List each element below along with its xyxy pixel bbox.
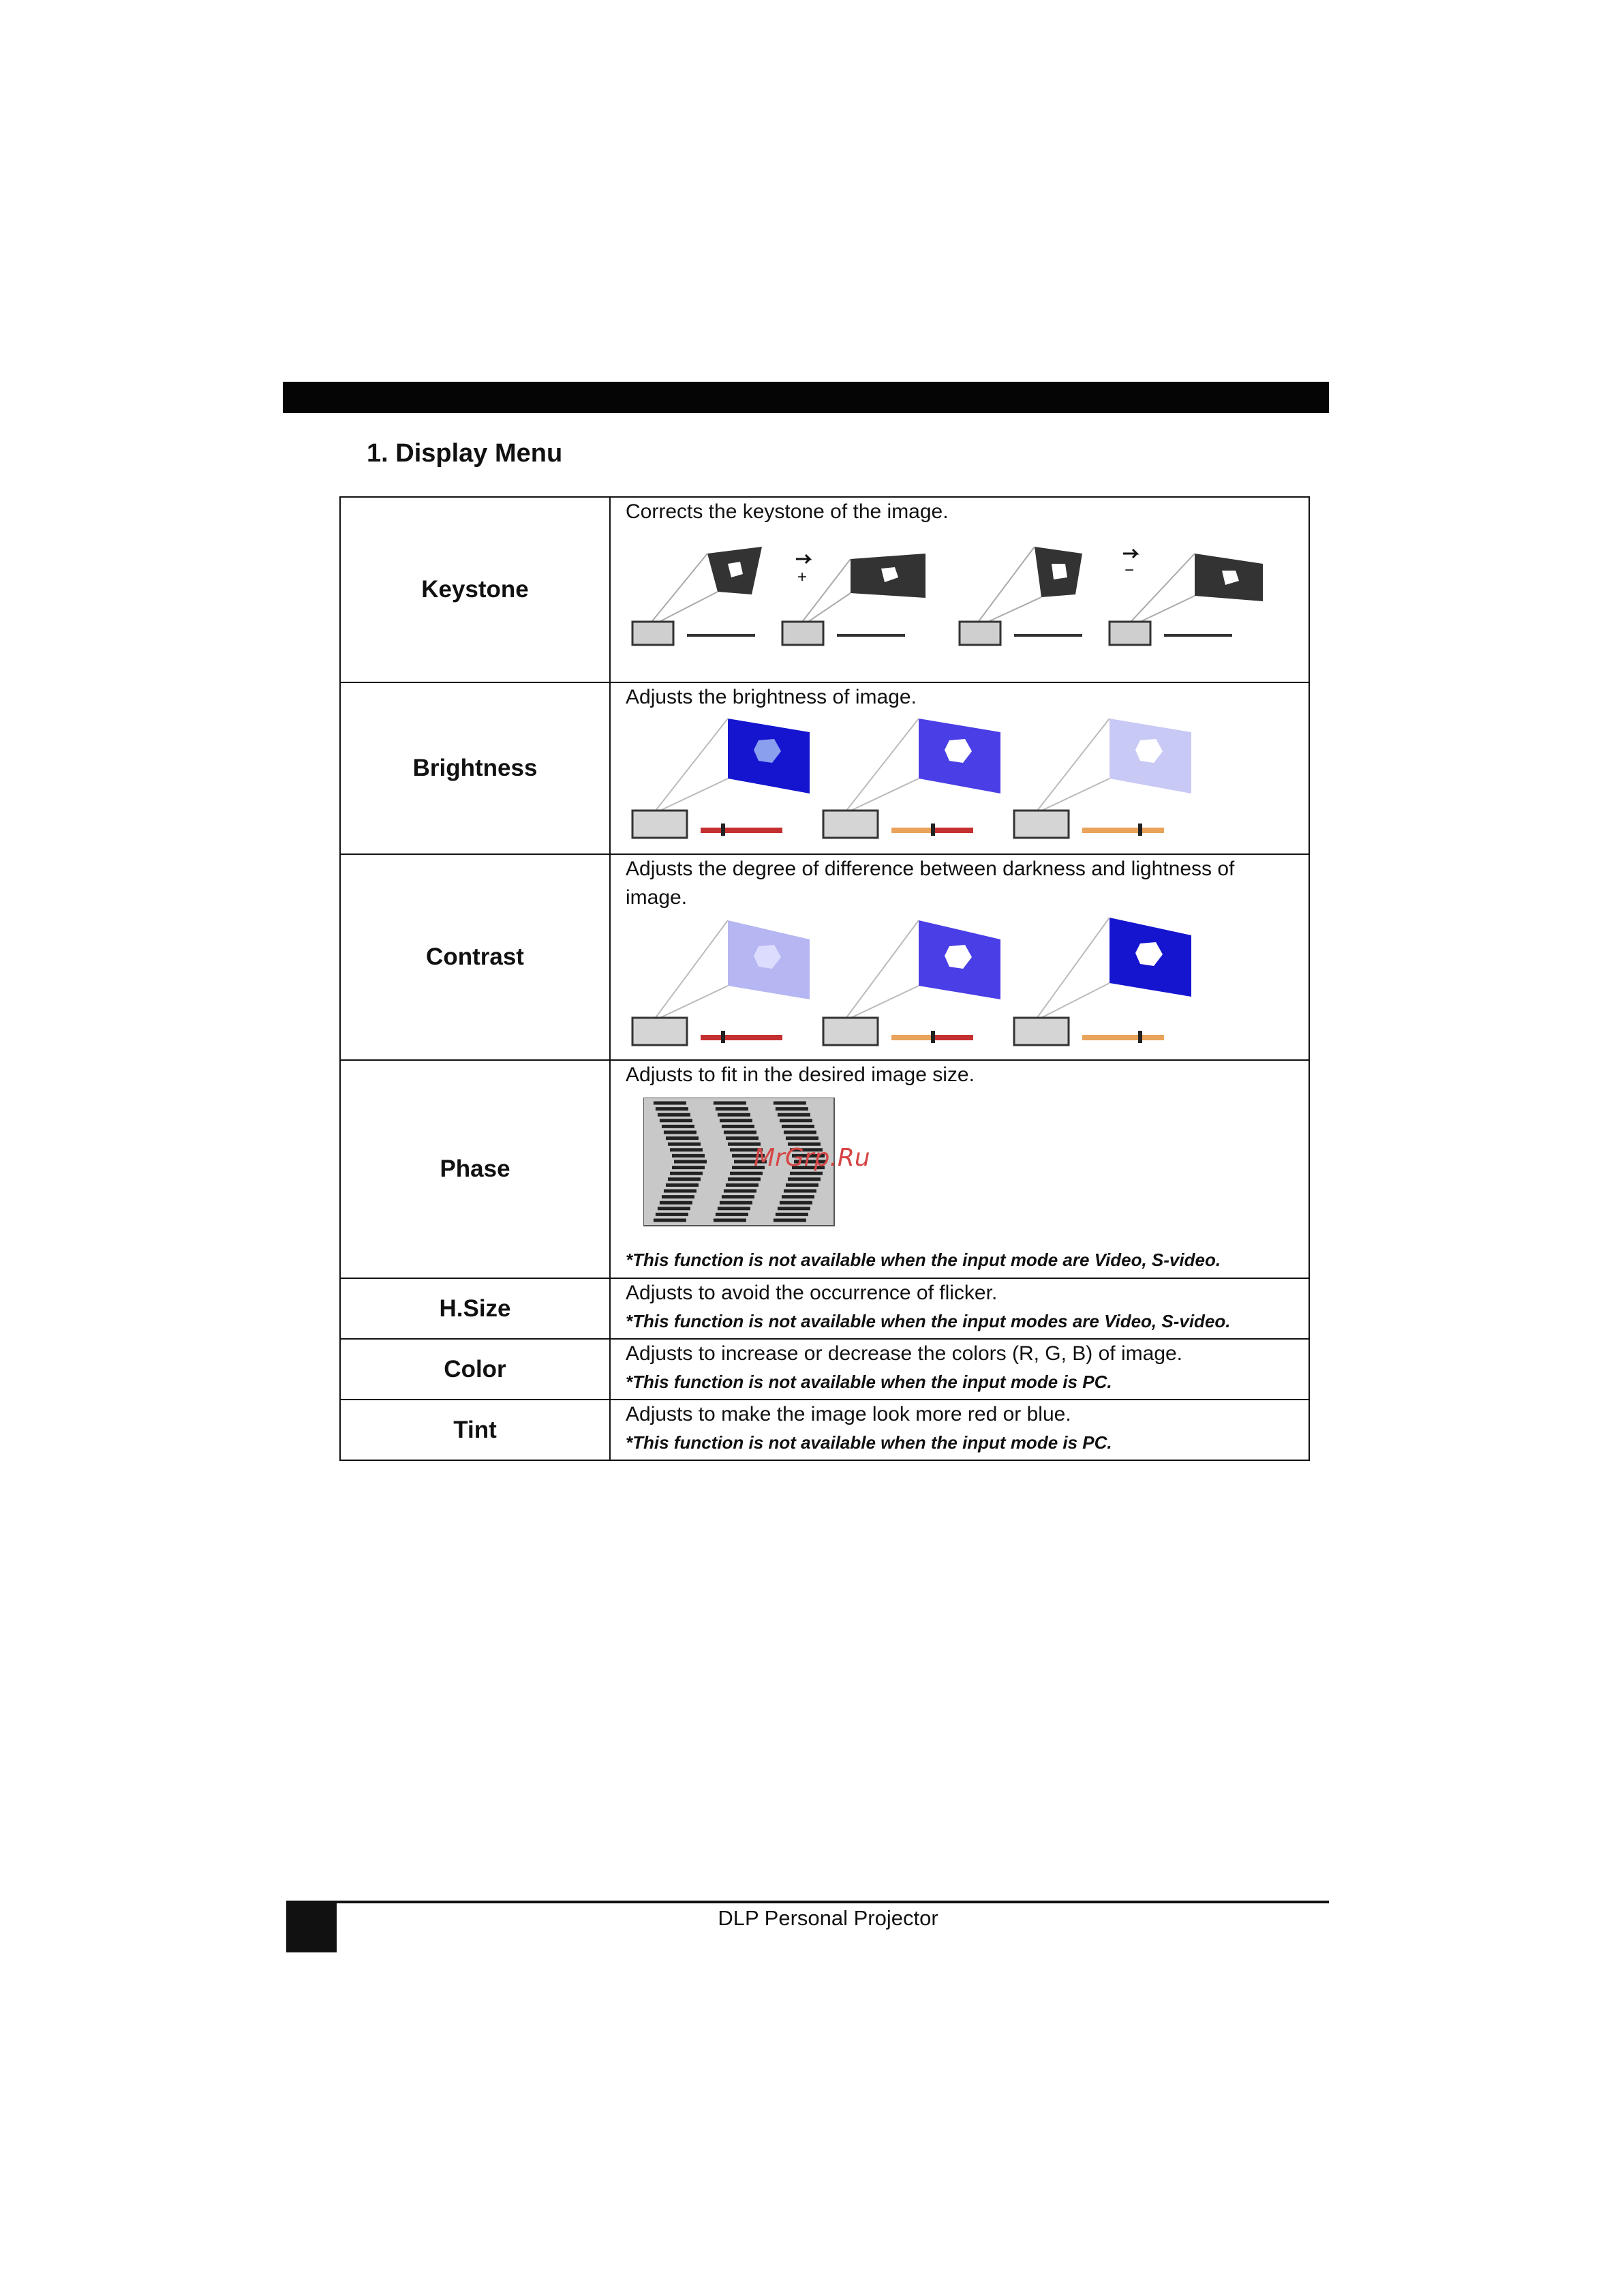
menu-item-description xyxy=(610,1278,1309,1339)
contrast-step-high xyxy=(1014,918,1191,1045)
description-text: Adjusts to increase or decrease the colors (R, G, B) of image. xyxy=(626,1342,1183,1365)
table-row xyxy=(340,682,1309,854)
brightness-step-mid xyxy=(823,719,1000,838)
menu-item-description xyxy=(610,1339,1309,1400)
keystone-after-plus xyxy=(1110,549,1263,645)
keystone-before-minus xyxy=(632,547,762,645)
contrast-step-mid xyxy=(823,920,1000,1045)
availability-note: *This function is not available when the input mode is PC. xyxy=(626,1372,1112,1392)
contrast-step-low xyxy=(632,920,810,1045)
display-menu-table xyxy=(339,496,1310,1461)
section-title: 1. Display Menu xyxy=(367,439,563,468)
menu-item-name: Tint xyxy=(340,1400,610,1460)
menu-item-name: H.Size xyxy=(340,1278,610,1339)
table-row xyxy=(340,854,1309,1060)
menu-item-name: Color xyxy=(340,1339,610,1400)
header-bar xyxy=(283,382,1329,413)
table-row xyxy=(340,1278,1309,1339)
availability-note: *This function is not available when the input mode is PC. xyxy=(626,1432,1112,1453)
watermark: MrGrp.Ru xyxy=(754,1144,870,1172)
description-text: Adjusts the degree of difference between darkness and lightness of image. xyxy=(626,858,1235,909)
description-text: Adjusts to make the image look more red or blue. xyxy=(626,1403,1071,1425)
menu-item-description xyxy=(610,1060,1309,1278)
menu-item-name: Brightness xyxy=(340,682,610,854)
minus-sign: − xyxy=(1124,561,1135,579)
brightness-step-bright xyxy=(1014,719,1191,838)
menu-item-description xyxy=(610,682,1309,854)
table-row xyxy=(340,1400,1309,1460)
table-row xyxy=(340,497,1309,682)
footer-title: DLP Personal Projector xyxy=(718,1906,938,1930)
availability-note: *This function is not available when the input mode are Video, S-video. xyxy=(626,1250,1221,1270)
footer-rule xyxy=(286,1901,1329,1903)
keystone-illustration xyxy=(626,526,1294,656)
availability-note: *This function is not available when the input modes are Video, S-video. xyxy=(626,1311,1231,1331)
description-text: Adjusts to avoid the occurrence of flicker. xyxy=(626,1282,998,1304)
description-text: Corrects the keystone of the image. xyxy=(626,500,949,523)
keystone-after-minus xyxy=(782,554,925,645)
description-text: Adjusts the brightness of image. xyxy=(626,686,917,708)
brightness-step-dark xyxy=(632,719,810,838)
menu-item-name: Contrast xyxy=(340,854,610,1060)
menu-item-name: Keystone xyxy=(340,497,610,682)
keystone-before-plus xyxy=(960,547,1082,645)
brightness-illustration xyxy=(626,712,1294,848)
plus-sign: + xyxy=(797,568,808,586)
menu-item-description xyxy=(610,497,1309,682)
description-text: Adjusts to fit in the desired image size. xyxy=(626,1063,975,1086)
contrast-illustration xyxy=(626,912,1294,1055)
menu-item-description xyxy=(610,1400,1309,1460)
table-row xyxy=(340,1339,1309,1400)
table-row xyxy=(340,1060,1309,1278)
menu-item-name: Phase xyxy=(340,1060,610,1278)
menu-item-description xyxy=(610,854,1309,1060)
